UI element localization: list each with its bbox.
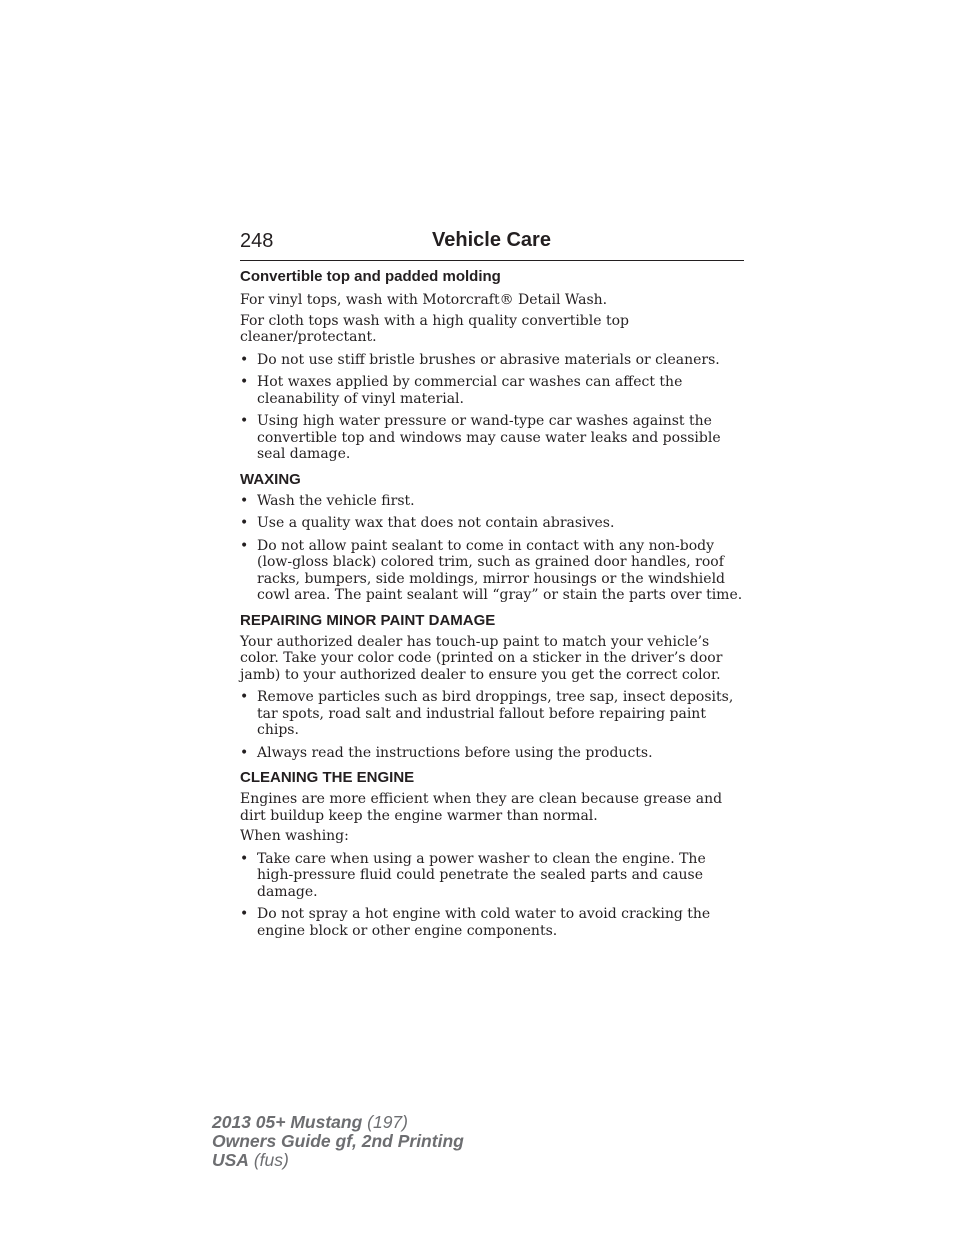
list-item: [240, 352, 744, 369]
bullet-icon: •: [240, 906, 249, 922]
list-item-text: Do not allow paint sealant to come in contact with any non-body (low-gloss black) colored trim, such as grained door handles, roof racks, bumpers, side moldings, mirror housings or the windshield cowl area. The paint sealant will “gray” or stain the parts over time.: [257, 537, 743, 603]
list-item-text: Always read the instructions before using the products.: [257, 744, 653, 761]
bullet-icon: •: [240, 413, 249, 429]
heading-convertible-top: Convertible top and padded molding: [240, 268, 501, 285]
bullet-list: [240, 493, 744, 604]
page-footer: [212, 1113, 464, 1170]
list-item-text: Remove particles such as bird droppings, tree sap, insect deposits, tar spots, road salt and industrial fallout before repairing paint chips.: [257, 689, 734, 738]
bullet-icon: •: [240, 492, 249, 509]
list-item: [240, 515, 744, 532]
footer-line-guide: Owners Guide gf, 2nd Printing: [212, 1131, 464, 1151]
paragraph: For cloth tops wash with a high quality convertible top cleaner/protectant.: [240, 312, 629, 345]
list-item: [240, 413, 744, 463]
bullet-list: [240, 352, 744, 463]
list-item-text: Wash the vehicle first.: [257, 492, 415, 509]
page-title: Vehicle Care: [432, 229, 551, 251]
bullet-icon: •: [240, 537, 249, 554]
list-item-text: Using high water pressure or wand-type car washes against the convertible top and windows may cause water leaks and possible seal damage.: [257, 413, 721, 462]
list-item-text: Do not spray a hot engine with cold water to avoid cracking the engine block or other engine components.: [257, 906, 711, 939]
heading-waxing: WAXING: [240, 470, 301, 488]
heading-cleaning-engine: CLEANING THE ENGINE: [240, 769, 415, 786]
page-content: [240, 266, 744, 939]
paragraph: For vinyl tops, wash with Motorcraft® Detail Wash.: [240, 292, 608, 308]
list-item: [240, 906, 744, 939]
paragraph: When washing:: [240, 828, 349, 844]
bullet-icon: •: [240, 515, 249, 531]
bullet-icon: •: [240, 351, 249, 368]
footer-model-code: (197): [362, 1112, 408, 1132]
list-item-text: Use a quality wax that does not contain abrasives.: [257, 515, 615, 531]
page-number: 248: [240, 230, 274, 252]
bullet-icon: •: [240, 374, 249, 390]
list-item: [240, 538, 744, 604]
paragraph: Your authorized dealer has touch-up paint to match your vehicle’s color. Take your color code (printed on a sticker in the driver’s door jamb) to your authorized dealer to ensure you get the correct color.: [240, 633, 723, 683]
page-header: [240, 228, 744, 261]
list-item-text: Do not use stiff bristle brushes or abrasive materials or cleaners.: [257, 351, 720, 368]
list-item: [240, 374, 744, 407]
footer-line-model: [212, 1113, 464, 1132]
list-item-text: Hot waxes applied by commercial car washes can affect the cleanability of vinyl material.: [257, 374, 683, 407]
bullet-icon: •: [240, 689, 249, 705]
bullet-icon: •: [240, 744, 249, 761]
footer-market: USA: [212, 1150, 249, 1170]
list-item: [240, 689, 744, 739]
list-item: [240, 745, 744, 762]
heading-repairing-paint-damage: REPAIRING MINOR PAINT DAMAGE: [240, 611, 496, 629]
bullet-icon: •: [240, 850, 249, 867]
bullet-list: [240, 689, 744, 761]
list-item-text: Take care when using a power washer to clean the engine. The high-pressure fluid could penetrate the sealed parts and cause damage.: [257, 850, 706, 900]
list-item: [240, 493, 744, 510]
footer-line-market: [212, 1151, 464, 1170]
list-item: [240, 851, 744, 901]
footer-market-code: (fus): [248, 1150, 289, 1170]
paragraph: Engines are more efficient when they are clean because grease and dirt buildup keep the engine warmer than normal.: [240, 791, 723, 824]
footer-model: 2013 05+ Mustang: [212, 1112, 363, 1132]
bullet-list: [240, 851, 744, 940]
